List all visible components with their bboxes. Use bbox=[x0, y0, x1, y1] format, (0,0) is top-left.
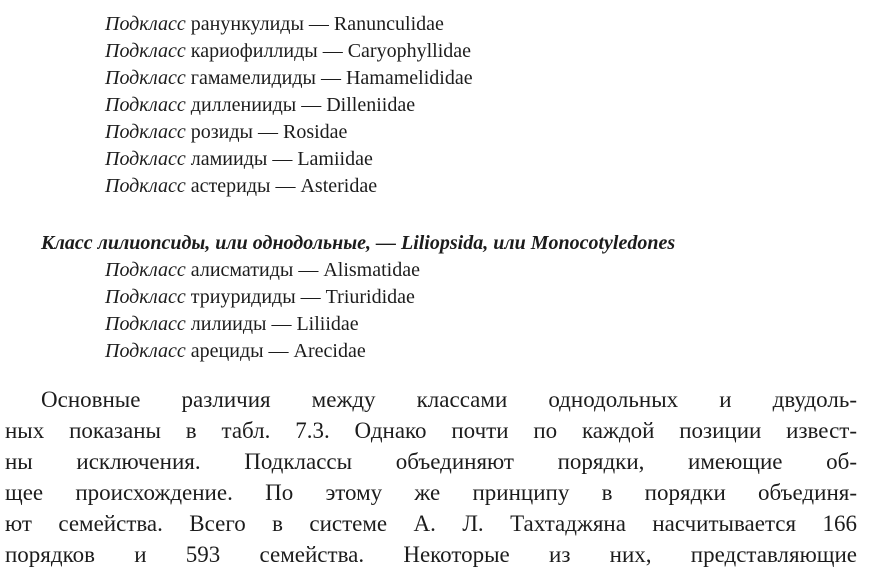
subclass-prefix: Подкласс bbox=[105, 313, 186, 335]
list-item bbox=[105, 119, 473, 146]
paragraph-line: щее происхождение. По этому же принципу в порядки объединя- bbox=[5, 480, 857, 505]
list-item bbox=[105, 338, 420, 365]
subclass-name: гамамелидиды — Hamamelididae bbox=[190, 67, 473, 89]
body-paragraph bbox=[5, 384, 857, 570]
paragraph-line: ны исключения. Подклассы объединяют порядки, имеющие об- bbox=[5, 449, 857, 474]
list-item bbox=[105, 92, 473, 119]
subclass-name: ранункулиды — Ranunculidae bbox=[190, 13, 444, 35]
dicot-subclass-list bbox=[105, 11, 473, 200]
paragraph-line: порядков и 593 семейства. Некоторые из них, представляющие bbox=[5, 542, 857, 567]
subclass-prefix: Подкласс bbox=[105, 94, 186, 116]
subclass-name: ламииды — Lamiidae bbox=[190, 148, 373, 170]
subclass-name: диллeнииды — Dilleniidae bbox=[190, 94, 416, 116]
subclass-prefix: Подкласс bbox=[105, 259, 186, 281]
subclass-prefix: Подкласс bbox=[105, 286, 186, 308]
subclass-name: триуридиды — Triurididae bbox=[190, 286, 415, 308]
subclass-prefix: Подкласс bbox=[105, 67, 186, 89]
subclass-name: розиды — Rosidae bbox=[190, 121, 348, 143]
subclass-name: астериды — Asteridae bbox=[190, 175, 378, 197]
subclass-prefix: Подкласс bbox=[105, 13, 186, 35]
paragraph-line: ют семейства. Всего в системе А. Л. Тахтаджяна насчитывается 166 bbox=[5, 511, 857, 536]
list-item bbox=[105, 173, 473, 200]
list-item bbox=[105, 311, 420, 338]
paragraph-line: ных показаны в табл. 7.3. Однако почти по каждой позиции извест- bbox=[5, 418, 857, 443]
subclass-prefix: Подкласс bbox=[105, 40, 186, 62]
monocot-class-heading: Класс лилиопсиды, или однодольные, — Liliopsida, или Monocotyledones bbox=[41, 232, 676, 254]
list-item bbox=[105, 284, 420, 311]
subclass-prefix: Подкласс bbox=[105, 175, 186, 197]
list-item bbox=[105, 65, 473, 92]
monocot-subclass-list bbox=[105, 257, 420, 365]
list-item bbox=[105, 38, 473, 65]
subclass-prefix: Подкласс bbox=[105, 148, 186, 170]
paragraph-line: Основные различия между классами однодольных и двудоль- bbox=[41, 387, 857, 412]
subclass-prefix: Подкласс bbox=[105, 121, 186, 143]
list-item bbox=[105, 11, 473, 38]
subclass-name: алисматиды — Alismatidae bbox=[190, 259, 420, 281]
subclass-name: кариофиллиды — Caryophyllidae bbox=[190, 40, 472, 62]
subclass-name: лилииды — Liliidae bbox=[190, 313, 359, 335]
subclass-prefix: Подкласс bbox=[105, 340, 186, 362]
list-item bbox=[105, 257, 420, 284]
list-item bbox=[105, 146, 473, 173]
subclass-name: арециды — Arecidae bbox=[190, 340, 366, 362]
